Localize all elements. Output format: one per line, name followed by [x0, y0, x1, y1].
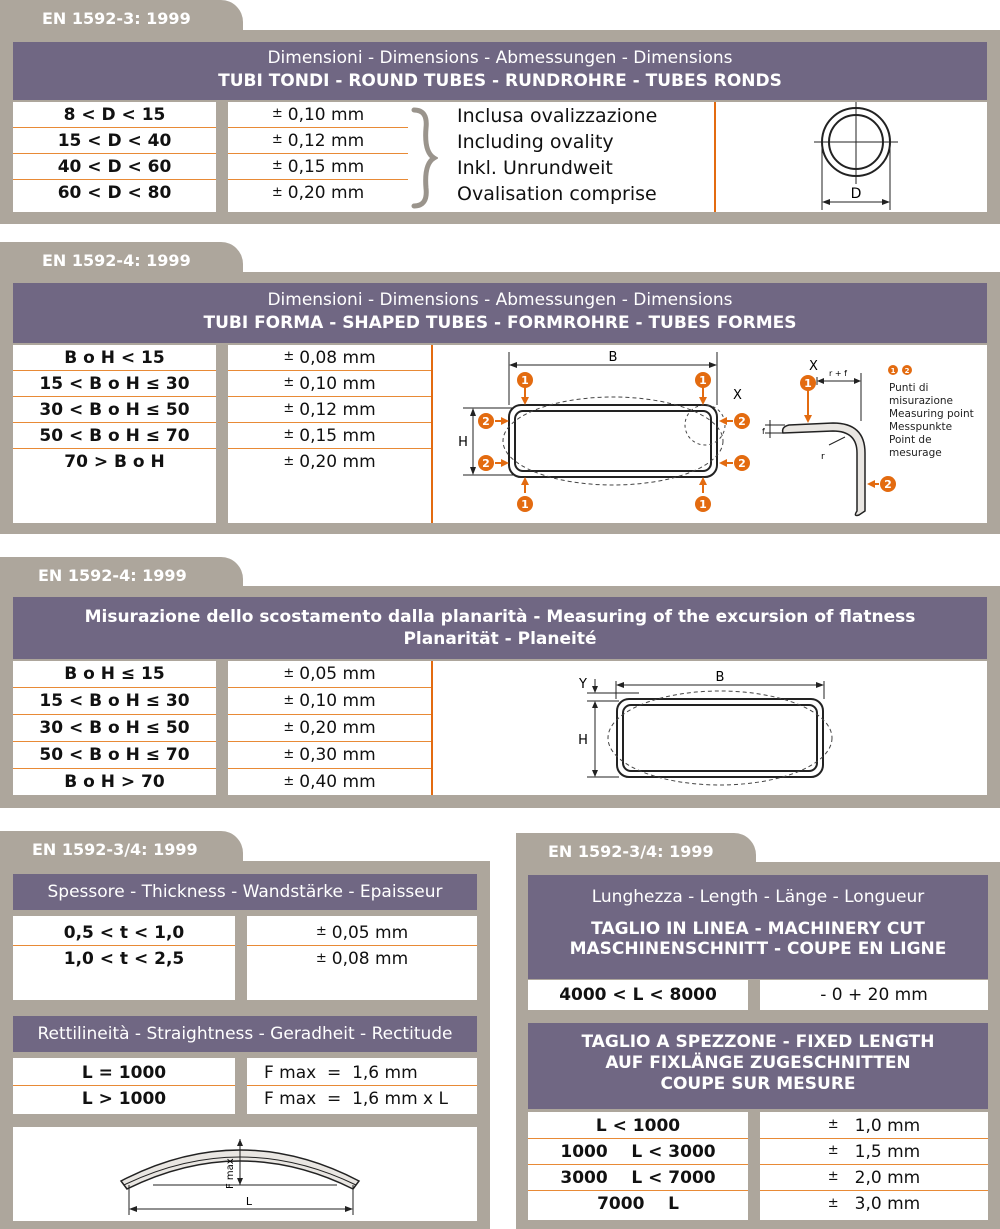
s4-straight-range: L > 1000: [81, 1089, 167, 1109]
s4-thickness-range: 0,5 < t < 1,0: [63, 922, 185, 943]
shaped-tube-diagram: [433, 345, 987, 523]
s2-range: B o H < 15: [64, 347, 165, 368]
s5-tab-label: EN 1592-3/4: 1999: [548, 841, 714, 861]
s1-tolerance-column: [228, 102, 714, 212]
plus-minus-sign: ±: [283, 453, 295, 469]
s5-fixed-range-column: [528, 1112, 748, 1220]
s4-thickness-tol-row: [247, 946, 477, 972]
s2-range-row: [13, 345, 216, 371]
flatness-h-label: H: [578, 733, 588, 748]
s4-thickness-row: [13, 946, 235, 972]
s5-fixed-row: [528, 1113, 748, 1139]
plus-minus-sign: ±: [271, 158, 283, 173]
s3-range-row: [13, 742, 216, 769]
flatness-b-label: B: [715, 670, 725, 685]
plus-minus-sign: ±: [827, 1169, 839, 1184]
s1-range-row: [13, 128, 216, 154]
s5-machinery-range: 4000 < L < 8000: [559, 985, 717, 1005]
s1-tol-row: [228, 180, 408, 206]
s3-diagram-cell: [433, 661, 987, 795]
s3-range: 15 < B o H ≤ 30: [39, 691, 190, 711]
s1-notes: [457, 103, 657, 207]
s5-fixed-tolerance: 1,0 mm: [854, 1115, 921, 1136]
s4-thickness-tol-row: [247, 920, 477, 946]
s2-tol-row: [228, 345, 431, 371]
plus-minus-sign: ±: [271, 132, 283, 147]
s5-fixed-tol-row: [760, 1165, 988, 1191]
s1-header: [13, 42, 987, 100]
s1-range-column: [13, 102, 216, 212]
legend-line: Punti di: [889, 382, 929, 394]
s2-tolerance: 0,10 mm: [299, 373, 376, 394]
s2-tab-label: EN 1592-4: 1999: [42, 250, 191, 270]
s4-straight-row: [13, 1086, 235, 1112]
s3-tolerance: 0,40 mm: [299, 772, 376, 792]
s3-range-column: [13, 661, 216, 795]
s5-fixed-range: L < 1000: [595, 1115, 681, 1136]
s3-range: 30 < B o H ≤ 50: [39, 718, 190, 738]
s1-note: Including ovality: [457, 131, 614, 153]
s3-range-row: [13, 715, 216, 742]
point-1-label: 1: [521, 374, 529, 387]
s4-thickness-tolerance: 0,05 mm: [331, 922, 409, 943]
s5-length-header: [528, 875, 988, 979]
s5-fixed-tolerance: 3,0 mm: [854, 1194, 921, 1214]
s4-straight-value: F max = 1,6 mm: [264, 1062, 418, 1083]
s1-tolerance: 0,12 mm: [287, 130, 365, 151]
s5-fixed-row: [528, 1165, 748, 1191]
s3-header-line2: Planarität - Planeité: [403, 629, 597, 649]
diagram-b-label: B: [608, 350, 618, 365]
s5-fixed-tol-row: [760, 1191, 988, 1217]
detail-r-label: r: [821, 452, 825, 462]
s5-fixed-tolerance: 2,0 mm: [854, 1167, 921, 1188]
detail-f-label: f: [762, 427, 765, 436]
point-2-label: 2: [482, 457, 490, 470]
s2-range-row: [13, 449, 216, 475]
point-1-label: 1: [804, 377, 812, 390]
s5-machinery-range-cell: [528, 980, 748, 1010]
s4-thickness-row: [13, 920, 235, 946]
legend-line: Point de: [889, 434, 932, 446]
s2-tol-row: [228, 397, 431, 423]
s2-tolerance: 0,15 mm: [299, 425, 376, 446]
s1-range-row: [13, 180, 216, 206]
s2-range: 70 > B o H: [64, 452, 165, 472]
s4-straight-row: [13, 1060, 235, 1086]
diagram-d-label: D: [850, 186, 862, 202]
s3-tab-label: EN 1592-4: 1999: [38, 565, 187, 585]
s2-tol-row: [228, 371, 431, 397]
s4-straight-title: Rettilineità - Straightness - Geradheit - Rectitude: [37, 1024, 453, 1044]
s5-fixed-range: 3000 L < 7000: [560, 1167, 716, 1188]
s5-machinery-line1: TAGLIO IN LINEA - MACHINERY CUT: [591, 919, 925, 939]
s2-header-line1: Dimensioni - Dimensions - Abmessungen - Dimensions: [267, 290, 733, 310]
s4-thickness-range-column: [13, 916, 235, 1000]
plus-minus-sign: ±: [283, 692, 295, 708]
s3-tolerance-column: [228, 661, 431, 795]
s1-range: 40 < D < 60: [57, 156, 172, 177]
s1-tol-row: [228, 102, 408, 128]
s1-tolerance: 0,20 mm: [287, 183, 365, 203]
s4-thickness-tolerance: 0,08 mm: [331, 949, 409, 969]
s3-tolerance: 0,05 mm: [299, 664, 376, 684]
plus-minus-sign: ±: [827, 1195, 839, 1211]
s4-thickness-header: [13, 874, 477, 910]
s2-tol-row: [228, 423, 431, 449]
s5-fixed-row: [528, 1191, 748, 1217]
s3-tolerance: 0,30 mm: [299, 745, 376, 765]
s4-thickness-tol-column: [247, 916, 477, 1000]
s2-range: 50 < B o H ≤ 70: [39, 425, 190, 446]
s5-machinery-value-cell: [760, 980, 988, 1010]
s3-range: B o H ≤ 15: [64, 664, 165, 684]
s1-tab-label: EN 1592-3: 1999: [42, 8, 191, 28]
legend-1-icon: 1: [890, 367, 896, 375]
s2-header-line2: TUBI FORMA - SHAPED TUBES - FORMROHRE - TUBES FORMES: [203, 313, 797, 333]
legend-line: mesurage: [889, 447, 942, 459]
s1-header-line2: TUBI TONDI - ROUND TUBES - RUNDROHRE - TUBES RONDS: [218, 71, 782, 91]
point-1-label: 1: [699, 498, 707, 511]
s5-fixed-tol-row: [760, 1113, 988, 1139]
s2-diagram-cell: [433, 345, 987, 523]
plus-minus-sign: ±: [283, 427, 295, 442]
s2-tolerance: 0,12 mm: [299, 399, 376, 420]
s1-tol-row: [228, 154, 408, 180]
s1-range-row: [13, 154, 216, 180]
plus-minus-sign: ±: [283, 773, 295, 789]
straightness-l-label: L: [245, 1195, 253, 1208]
s5-machinery-line2: MASCHINENSCHNITT - COUPE EN LIGNE: [569, 939, 947, 959]
s2-range-row: [13, 397, 216, 423]
s5-fixed-range: 1000 L < 3000: [560, 1141, 716, 1162]
s1-tol-row: [228, 128, 408, 154]
s3-tol-row: [228, 661, 431, 688]
detail-x-label: X: [809, 359, 818, 374]
s3-range-row: [13, 769, 216, 795]
s3-range: B o H > 70: [64, 772, 165, 792]
s1-tolerance: 0,15 mm: [287, 156, 365, 177]
flatness-diagram: [433, 661, 987, 795]
s5-panel: [516, 862, 1000, 1229]
legend-line: Measuring point: [889, 408, 974, 420]
s5-fixed-line1: TAGLIO A SPEZZONE - FIXED LENGTH: [581, 1032, 935, 1052]
point-1-label: 1: [699, 374, 707, 387]
s4-thickness-title: Spessore - Thickness - Wandstärke - Epaisseur: [47, 882, 443, 902]
plus-minus-sign: ±: [283, 375, 295, 390]
s5-machinery-value-row: [760, 982, 988, 1008]
s4-straight-value-row: [247, 1086, 477, 1112]
point-2-label: 2: [884, 478, 892, 491]
s2-range-row: [13, 423, 216, 449]
plus-minus-sign: ±: [315, 950, 327, 966]
s4-straight-range-column: [13, 1058, 235, 1114]
s2-tolerance: 0,20 mm: [299, 452, 376, 472]
diagram-h-label: H: [458, 435, 468, 450]
s4-straight-range: L = 1000: [81, 1062, 167, 1083]
s2-range-row: [13, 371, 216, 397]
plus-minus-sign: ±: [283, 719, 295, 735]
plus-minus-sign: ±: [827, 1143, 839, 1158]
s2-range: 30 < B o H ≤ 50: [39, 399, 190, 420]
s5-fixed-tol-row: [760, 1139, 988, 1165]
s3-range-row: [13, 661, 216, 688]
legend-line: misurazione: [889, 395, 953, 407]
s5-machinery-value: - 0 + 20 mm: [820, 985, 928, 1005]
s5-length-title: Lunghezza - Length - Länge - Longueur: [591, 887, 925, 907]
point-2-label: 2: [738, 415, 746, 428]
s1-header-line1: Dimensioni - Dimensions - Abmessungen - Dimensions: [267, 48, 733, 68]
s4-thickness-range: 1,0 < t < 2,5: [63, 949, 185, 969]
s3-tolerance: 0,20 mm: [299, 718, 376, 738]
s3-tol-row: [228, 715, 431, 742]
s3-header: [13, 597, 987, 659]
s1-diagram-cell: [716, 102, 987, 212]
s4-straight-header: [13, 1016, 477, 1052]
s1-range: 60 < D < 80: [57, 183, 172, 203]
legend-2-icon: 2: [904, 367, 910, 375]
plus-minus-sign: ±: [283, 401, 295, 416]
point-2-label: 2: [482, 415, 490, 428]
s5-fixed-line3: COUPE SUR MESURE: [660, 1074, 856, 1094]
point-1-label: 1: [521, 498, 529, 511]
s4-straight-value-column: [247, 1058, 477, 1114]
s3-range: 50 < B o H ≤ 70: [39, 745, 190, 765]
straightness-diagram: [13, 1127, 477, 1221]
straightness-fmax-label: F max: [225, 1158, 236, 1189]
s5-fixed-line2: AUF FIXLÄNGE ZUGESCHNITTEN: [605, 1053, 911, 1073]
plus-minus-sign: ±: [827, 1117, 839, 1132]
s3-tolerance: 0,10 mm: [299, 691, 376, 711]
s4-straight-value: F max = 1,6 mm x L: [264, 1089, 448, 1109]
s3-tol-row: [228, 688, 431, 715]
plus-minus-sign: ±: [283, 665, 295, 681]
s5-fixed-range: 7000 L: [597, 1194, 679, 1214]
s4-straight-value-row: [247, 1060, 477, 1086]
s5-machinery-range-row: [528, 982, 748, 1008]
flatness-y-label: Y: [579, 677, 587, 692]
s2-panel: [0, 272, 1000, 534]
plus-minus-sign: ±: [283, 349, 295, 364]
s1-tol-block: [228, 102, 408, 212]
s1-note: Inclusa ovalizzazione: [457, 105, 658, 127]
s1-range: 8 < D < 15: [63, 104, 166, 125]
s2-range-column: [13, 345, 216, 523]
plus-minus-sign: ±: [271, 106, 283, 121]
plus-minus-sign: ±: [315, 924, 327, 939]
s2-tolerance-column: [228, 345, 431, 523]
s2-range: 15 < B o H ≤ 30: [39, 373, 190, 394]
point-2-label: 2: [738, 457, 746, 470]
s2-header: [13, 283, 987, 343]
s5-fixed-row: [528, 1139, 748, 1165]
s1-note: Ovalisation comprise: [457, 183, 657, 205]
curly-brace-icon: [408, 106, 438, 210]
s1-range-row: [13, 102, 216, 128]
plus-minus-sign: ±: [283, 746, 295, 762]
s4-panel: [0, 861, 490, 1229]
s1-note: Inkl. Unrundweit: [457, 157, 613, 179]
s3-tol-row: [228, 742, 431, 769]
s5-fixed-tol-column: [760, 1112, 988, 1220]
s5-fixed-tolerance: 1,5 mm: [854, 1141, 921, 1162]
legend-line: Messpunkte: [889, 421, 953, 433]
s2-tol-row: [228, 449, 431, 475]
s3-tol-row: [228, 769, 431, 795]
s1-panel: [0, 30, 1000, 224]
plus-minus-sign: ±: [271, 184, 283, 200]
detail-rf-label: r + f: [829, 369, 847, 378]
round-tube-diagram: [716, 102, 987, 212]
s3-header-line1: Misurazione dello scostamento dalla planarità - Measuring of the excursion of flatness: [84, 607, 916, 627]
s3-range-row: [13, 688, 216, 715]
diagram-x-label: X: [733, 388, 742, 403]
s5-fixed-header: [528, 1023, 988, 1109]
s1-range: 15 < D < 40: [57, 130, 172, 151]
s1-tolerance: 0,10 mm: [287, 104, 365, 125]
s4-tab-label: EN 1592-3/4: 1999: [32, 839, 198, 859]
s3-panel: [0, 586, 1000, 808]
s2-tolerance: 0,08 mm: [299, 347, 376, 368]
s4-straightness-diagram-cell: [13, 1127, 477, 1221]
